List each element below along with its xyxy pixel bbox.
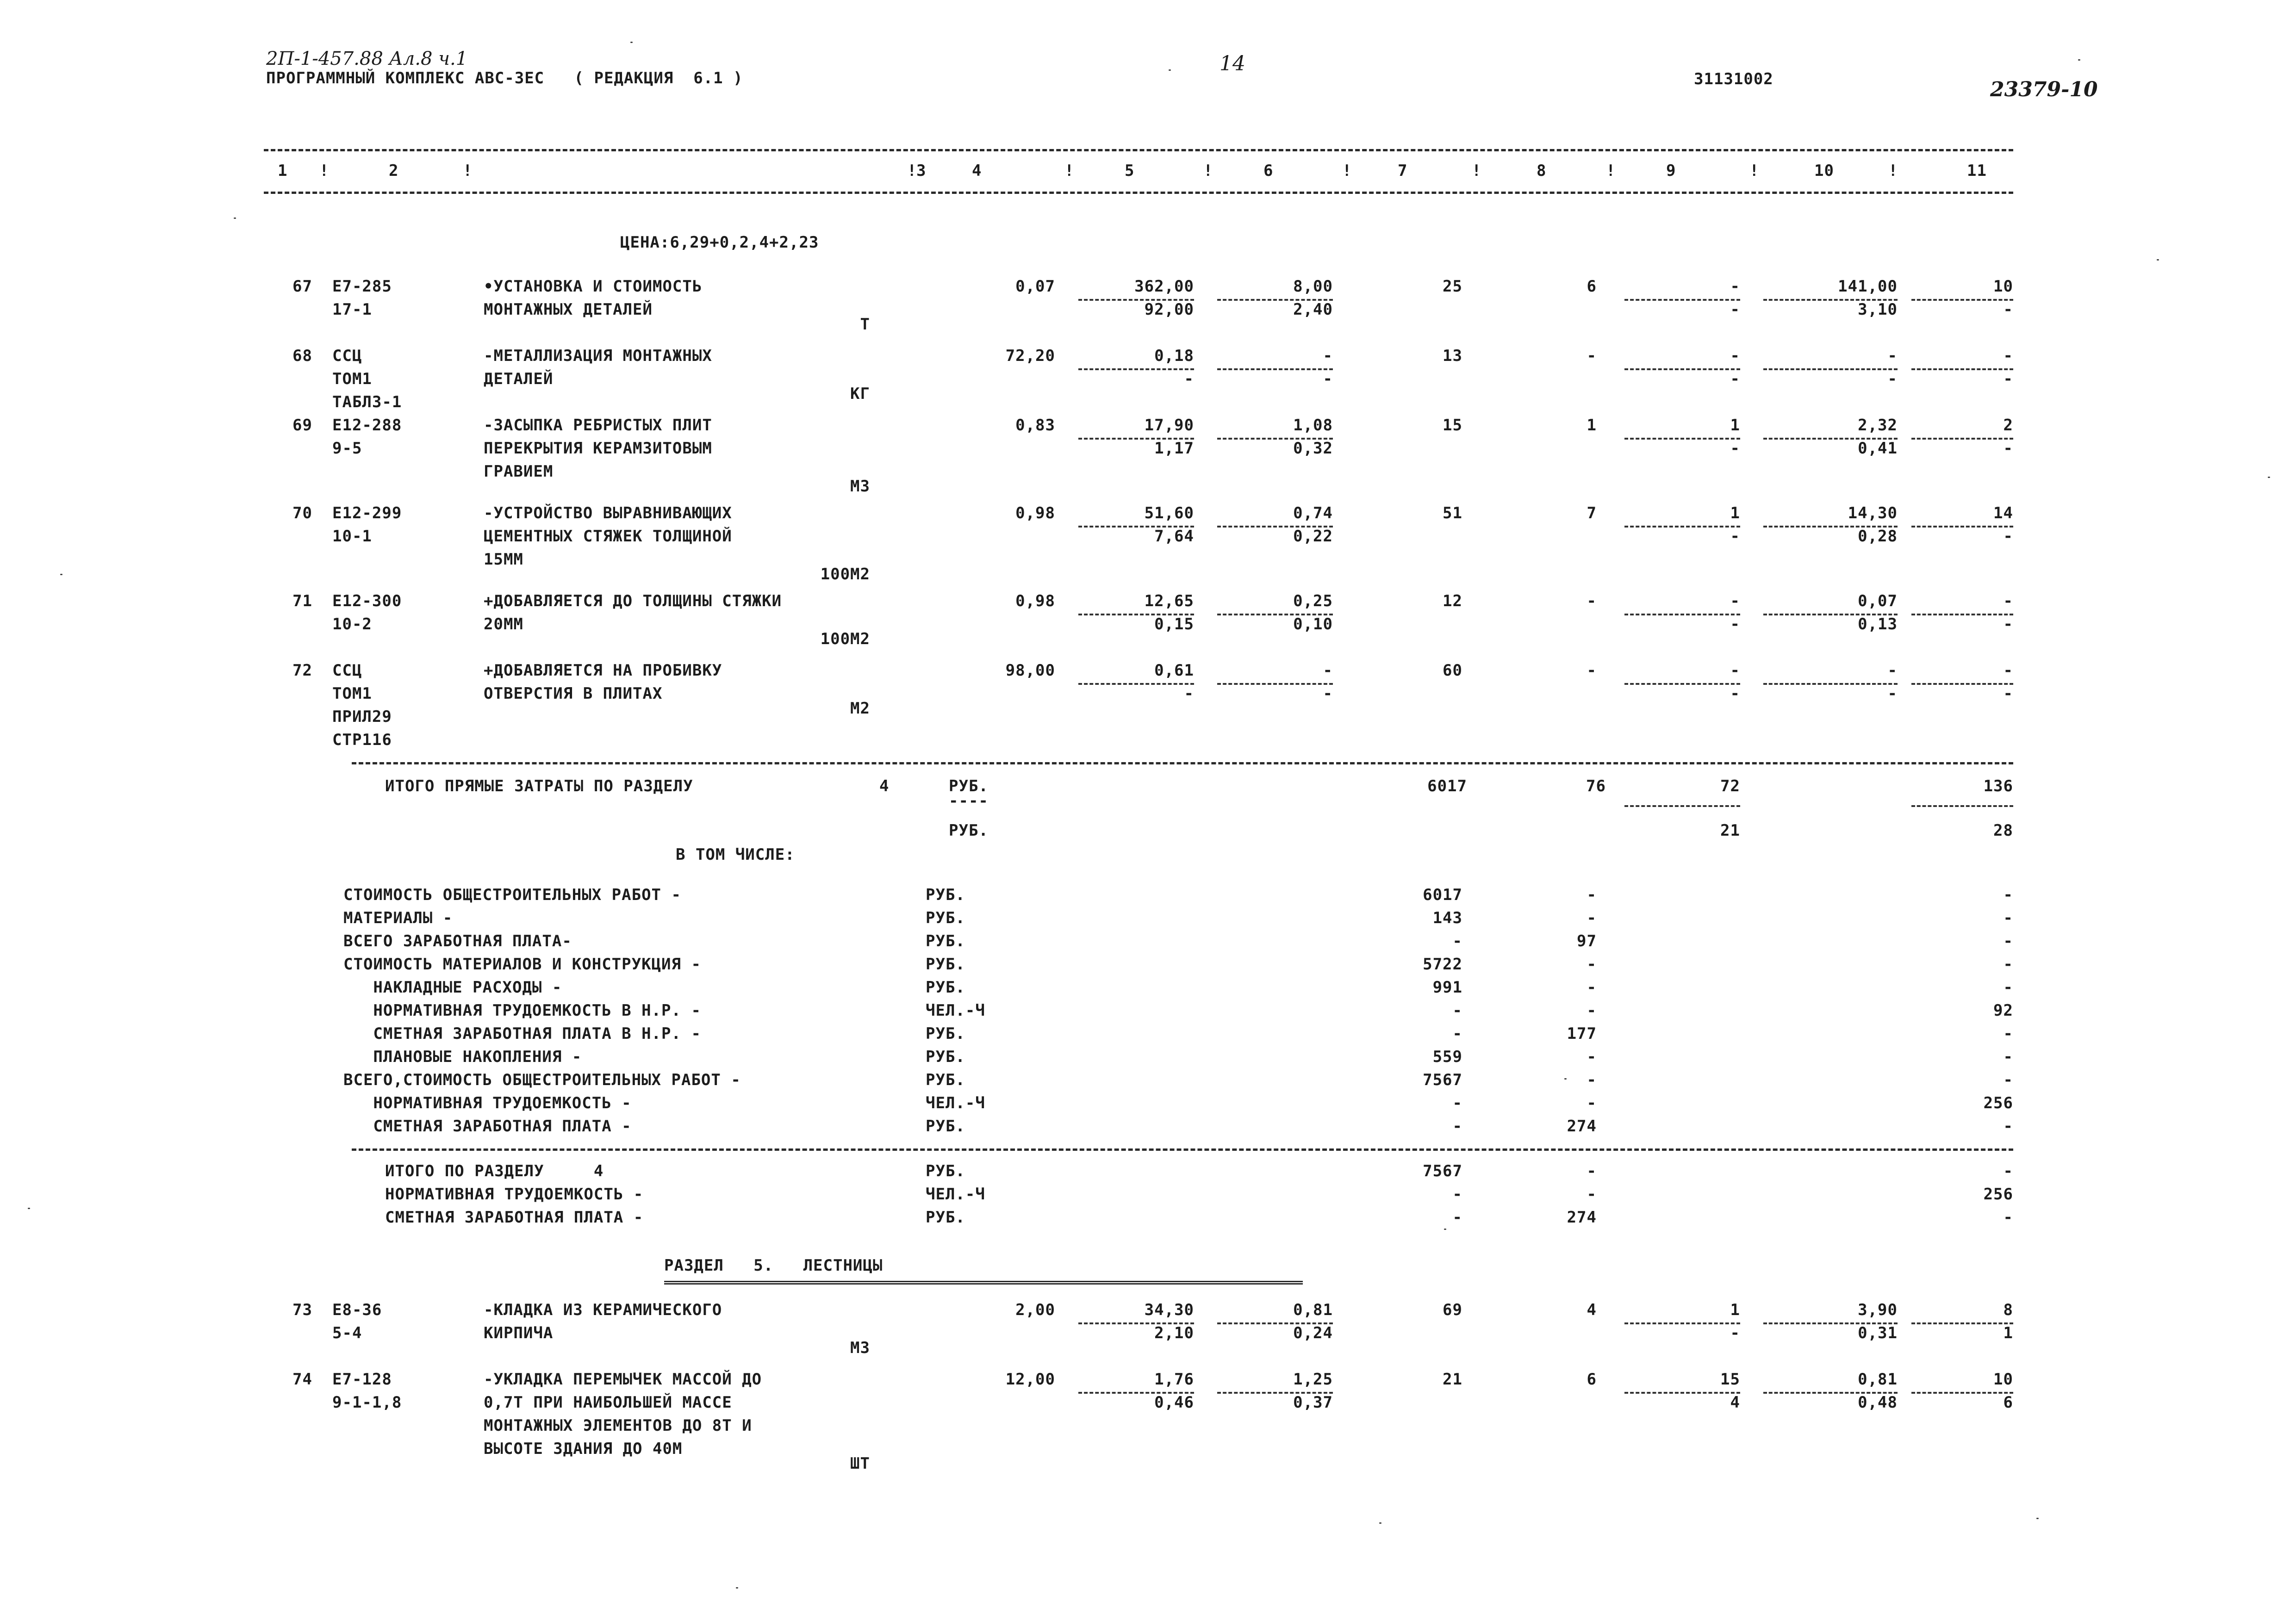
row-69-machine: 1 [1730,416,1740,434]
direct-total-dashes: ---- [949,792,989,810]
row-72-name-1: ОТВЕРСТИЯ В ПЛИТАХ [484,684,663,703]
section-total-0-cost: 7567 [1423,1162,1462,1180]
including-heading: В ТОМ ЧИСЛЕ: [676,845,795,864]
row-71-unit-price-b: 0,15 [1154,615,1194,633]
row-70-unit: 100М2 [820,565,870,583]
section-5-underline [664,1281,1303,1285]
summary-7-cost: 559 [1432,1048,1462,1066]
summary-4-wage: - [1587,978,1597,997]
section-total-0-unit: РУБ. [926,1162,965,1180]
row-68-labour-total-b: - [2003,370,2013,388]
row-67-total-wage: 6 [1587,277,1597,296]
summary-0-label: СТОИМОСТЬ ОБЩЕСТРОИТЕЛЬНЫХ РАБОТ - [343,886,681,904]
row-69-labour-total-b: - [2003,439,2013,458]
row-70-quantity: 0,98 [1015,504,1055,522]
row-71-quantity: 0,98 [1015,592,1055,610]
row-70-name-2: 15ММ [484,550,523,569]
row-73-labour-total: 8 [2003,1301,2013,1319]
summary-3-labour: - [2003,955,2013,974]
row-68-labour-total: - [2003,347,2013,365]
summary-6-label: СМЕТНАЯ ЗАРАБОТНАЯ ПЛАТА В Н.Р. - [343,1024,701,1043]
direct-total-section: 4 [879,777,890,795]
row-73-total-wage: 4 [1587,1301,1597,1319]
column-number-8: 8 [1537,161,1547,180]
row-73-labour-b: 0,31 [1858,1324,1898,1342]
row-67-unit-price: 362,00 [1134,277,1194,296]
row-67-labour-b: 3,10 [1858,300,1898,319]
row-67-labour: 141,00 [1838,277,1898,296]
section-total-0-wage: - [1587,1162,1597,1180]
page-number: 14 [1220,52,1245,75]
row-70-name-1: ЦЕМЕНТНЫХ СТЯЖЕК ТОЛЩИНОЙ [484,527,732,546]
row-68-name-1: ДЕТАЛЕЙ [484,370,554,388]
column-number-1: 1 [278,161,288,180]
row-68-labour-b: - [1887,370,1898,388]
summary-7-unit: РУБ. [926,1048,965,1066]
section-total-1-labour: 256 [1983,1185,2013,1204]
direct-total-c7: 6017 [1427,777,1467,795]
row-74-name-3: ВЫСОТЕ ЗДАНИЯ ДО 40М [484,1440,683,1458]
handwritten-archive-note: 2П-1-457.88 Ал.8 ч.1 [266,48,468,69]
column-separator: ! [1888,161,1898,180]
summary-8-wage: - [1587,1071,1597,1089]
row-74-number: 74 [292,1370,312,1389]
direct-total-c11b: 28 [1993,821,2013,840]
row-71-name-1: 20ММ [484,615,523,633]
row-69-name-2: ГРАВИЕМ [484,462,554,481]
row-67-unit-price-b: 92,00 [1144,300,1194,319]
row-67-wage-price-b: 2,40 [1293,300,1333,319]
row-74-unit-price: 1,76 [1154,1370,1194,1389]
summary-2-wage: 97 [1577,932,1597,950]
column-separator: ! [1203,161,1213,180]
column-number-9: 9 [1666,161,1676,180]
row-72-wage-price-b: - [1323,684,1333,703]
row-74-name-0: -УКЛАДКА ПЕРЕМЫЧЕК МАССОЙ ДО [484,1370,762,1389]
row-70-machine: 1 [1730,504,1740,522]
summary-6-unit: РУБ. [926,1024,965,1043]
row-69-unit-price: 17,90 [1144,416,1194,434]
summary-0-labour: - [2003,886,2013,904]
column-separator: ! [463,161,473,180]
row-70-wage-price-b: 0,22 [1293,527,1333,546]
row-73-unit-price-b: 2,10 [1154,1324,1194,1342]
row-70-labour: 14,30 [1848,504,1898,522]
column-separator: ! [1342,161,1352,180]
summary-9-wage: - [1587,1094,1597,1112]
row-69-labour-total: 2 [2003,416,2013,434]
summary-7-labour: - [2003,1048,2013,1066]
summary-5-cost: - [1452,1001,1462,1020]
summary-9-labour: 256 [1983,1094,2013,1112]
row-73-name-0: -КЛАДКА ИЗ КЕРАМИЧЕСКОГО [484,1301,722,1319]
row-71-total-cost: 12 [1443,592,1462,610]
row-71-total-wage: - [1587,592,1597,610]
row-74-name-2: МОНТАЖНЫХ ЭЛЕМЕНТОВ ДО 8Т И [484,1416,752,1435]
row-68-total-cost: 13 [1443,347,1462,365]
row-67-name-0: •УСТАНОВКА И СТОИМОСТЬ [484,277,703,296]
row-72-total-cost: 60 [1443,661,1462,680]
row-70-total-cost: 51 [1443,504,1462,522]
row-74-labour-total-b: 6 [2003,1393,2013,1412]
column-separator: ! [907,161,917,180]
section-total-2-cost: - [1452,1208,1462,1227]
row-73-machine: 1 [1730,1301,1740,1319]
row-72-code-1: ТОМ1 [332,684,372,703]
row-71-wage-price: 0,25 [1293,592,1333,610]
row-71-labour-total-b: - [2003,615,2013,633]
row-73-quantity: 2,00 [1015,1301,1055,1319]
row-73-wage-price: 0,81 [1293,1301,1333,1319]
program-title: ПРОГРАММНЫЙ КОМПЛЕКС АВС-3ЕС ( РЕДАКЦИЯ 6.1 ) [266,69,743,87]
direct-total-unit-2: РУБ. [949,821,989,840]
row-67-machine: - [1730,277,1740,296]
row-68-machine-b: - [1730,370,1740,388]
row-70-machine-b: - [1730,527,1740,546]
summary-8-cost: 7567 [1423,1071,1462,1089]
row-67-total-cost: 25 [1443,277,1462,296]
summary-6-cost: - [1452,1024,1462,1043]
row-70-unit-price-b: 7,64 [1154,527,1194,546]
row-73-unit: М3 [850,1339,870,1357]
column-separator: ! [319,161,330,180]
row-69-number: 69 [292,416,312,434]
summary-9-label: НОРМАТИВНАЯ ТРУДОЕМКОСТЬ - [343,1094,632,1112]
row-73-wage-price-b: 0,24 [1293,1324,1333,1342]
row-71-labour-b: 0,13 [1858,615,1898,633]
row-71-number: 71 [292,592,312,610]
section-total-1-wage: - [1587,1185,1597,1204]
row-69-wage-price: 1,08 [1293,416,1333,434]
summary-2-cost: - [1452,932,1462,950]
row-69-unit: М3 [850,477,870,496]
summary-1-label: МАТЕРИАЛЫ - [343,909,453,927]
summary-9-unit: ЧЕЛ.-Ч [926,1094,985,1112]
row-71-machine: - [1730,592,1740,610]
section-5-title: РАЗДЕЛ 5. ЛЕСТНИЦЫ [664,1256,883,1275]
summary-0-wage: - [1587,886,1597,904]
row-73-total-cost: 69 [1443,1301,1462,1319]
row-73-code-0: Е8-36 [332,1301,382,1319]
row-72-wage-price: - [1323,661,1333,680]
inventory-number: 23379-10 [1990,78,2098,101]
row-71-wage-price-b: 0,10 [1293,615,1333,633]
column-number-10: 10 [1814,161,1834,180]
row-68-wage-price: - [1323,347,1333,365]
summary-10-unit: РУБ. [926,1117,965,1136]
column-separator: ! [1472,161,1482,180]
column-separator: ! [1749,161,1760,180]
row-73-unit-price: 34,30 [1144,1301,1194,1319]
column-separator: ! [1064,161,1075,180]
price-formula: ЦЕНА:6,29+0,2,4+2,23 [620,233,819,252]
summary-4-cost: 991 [1432,978,1462,997]
summary-6-wage: 177 [1567,1024,1597,1043]
row-67-labour-total: 10 [1993,277,2013,296]
section-total-1-label: НОРМАТИВНАЯ ТРУДОЕМКОСТЬ - [385,1185,644,1204]
row-72-code-2: ПРИЛ29 [332,708,392,726]
row-71-name-0: +ДОБАВЛЯЕТСЯ ДО ТОЛЩИНЫ СТЯЖКИ [484,592,782,610]
row-68-wage-price-b: - [1323,370,1333,388]
row-68-machine: - [1730,347,1740,365]
row-70-name-0: -УСТРОЙСТВО ВЫРАВНИВАЮЩИХ [484,504,732,522]
row-72-machine-b: - [1730,684,1740,703]
row-71-labour: 0,07 [1858,592,1898,610]
summary-4-unit: РУБ. [926,978,965,997]
column-number-7: 7 [1398,161,1408,180]
summary-8-unit: РУБ. [926,1071,965,1089]
summary-2-label: ВСЕГО ЗАРАБОТНАЯ ПЛАТА- [343,932,572,950]
row-71-code-0: Е12-300 [332,592,402,610]
row-72-code-0: ССЦ [332,661,362,680]
row-73-name-1: КИРПИЧА [484,1324,554,1342]
summary-1-wage: - [1587,909,1597,927]
summary-1-labour: - [2003,909,2013,927]
row-72-name-0: +ДОБАВЛЯЕТСЯ НА ПРОБИВКУ [484,661,722,680]
row-69-total-cost: 15 [1443,416,1462,434]
header-rule [264,192,2013,194]
row-67-unit: Т [860,315,870,334]
row-70-code-1: 10-1 [332,527,372,546]
summary-3-cost: 5722 [1423,955,1462,974]
section-total-2-wage: 274 [1567,1208,1597,1227]
row-72-machine: - [1730,661,1740,680]
row-68-code-2: ТАБЛ3-1 [332,393,402,411]
row-67-name-1: МОНТАЖНЫХ ДЕТАЛЕЙ [484,300,653,319]
summary-3-label: СТОИМОСТЬ МАТЕРИАЛОВ И КОНСТРУКЦИЯ - [343,955,701,974]
row-74-total-wage: 6 [1587,1370,1597,1389]
section-total-2-labour: - [2003,1208,2013,1227]
row-68-quantity: 72,20 [1005,347,1055,365]
row-72-number: 72 [292,661,312,680]
summary-0-cost: 6017 [1423,886,1462,904]
row-72-labour: - [1887,661,1898,680]
row-74-labour-b: 0,48 [1858,1393,1898,1412]
row-69-labour: 2,32 [1858,416,1898,434]
summary-2-labour: - [2003,932,2013,950]
row-70-labour-b: 0,28 [1858,527,1898,546]
row-72-unit-price-b: - [1184,684,1194,703]
direct-total-c9b: 21 [1720,821,1740,840]
row-70-unit-price: 51,60 [1144,504,1194,522]
row-71-code-1: 10-2 [332,615,372,633]
row-67-number: 67 [292,277,312,296]
summary-1-unit: РУБ. [926,909,965,927]
summary-4-label: НАКЛАДНЫЕ РАСХОДЫ - [343,978,562,997]
row-67-code-1: 17-1 [332,300,372,319]
row-72-unit: М2 [850,699,870,718]
row-74-code-0: Е7-128 [332,1370,392,1389]
row-67-machine-b: - [1730,300,1740,319]
column-number-4: 4 [972,161,982,180]
column-number-6: 6 [1263,161,1274,180]
row-73-number: 73 [292,1301,312,1319]
row-68-unit: КГ [850,385,870,403]
summary-9-cost: - [1452,1094,1462,1112]
row-74-unit-price-b: 0,46 [1154,1393,1194,1412]
row-73-labour-total-b: 1 [2003,1324,2013,1342]
section-total-1-cost: - [1452,1185,1462,1204]
direct-total-c11-rule [1911,805,2013,807]
row-70-wage-price: 0,74 [1293,504,1333,522]
row-69-machine-b: - [1730,439,1740,458]
row-69-name-1: ПЕРЕКРЫТИЯ КЕРАМЗИТОВЫМ [484,439,712,458]
summary-2-unit: РУБ. [926,932,965,950]
total-rule [352,762,2013,764]
row-68-total-wage: - [1587,347,1597,365]
row-71-machine-b: - [1730,615,1740,633]
row-72-labour-b: - [1887,684,1898,703]
row-68-unit-price: 0,18 [1154,347,1194,365]
row-71-unit: 100М2 [820,630,870,648]
section-total-0-labour: - [2003,1162,2013,1180]
row-74-unit: ШТ [850,1454,870,1473]
section-total-2-unit: РУБ. [926,1208,965,1227]
section-total-1-unit: ЧЕЛ.-Ч [926,1185,985,1204]
row-74-total-cost: 21 [1443,1370,1462,1389]
summary-8-labour: - [2003,1071,2013,1089]
row-73-code-1: 5-4 [332,1324,362,1342]
section-total-2-label: СМЕТНАЯ ЗАРАБОТНАЯ ПЛАТА - [385,1208,644,1227]
row-69-labour-b: 0,41 [1858,439,1898,458]
summary-10-label: СМЕТНАЯ ЗАРАБОТНАЯ ПЛАТА - [343,1117,632,1136]
row-70-labour-total-b: - [2003,527,2013,546]
summary-10-labour: - [2003,1117,2013,1136]
direct-total-c8: 76 [1586,777,1606,795]
direct-total-c9-rule [1624,805,1740,807]
row-74-machine: 15 [1720,1370,1740,1389]
summary-7-label: ПЛАНОВЫЕ НАКОПЛЕНИЯ - [343,1048,582,1066]
row-74-wage-price-b: 0,37 [1293,1393,1333,1412]
row-67-wage-price: 8,00 [1293,277,1333,296]
row-74-quantity: 12,00 [1005,1370,1055,1389]
document-code: 31131002 [1694,70,1773,88]
column-separator: ! [1606,161,1616,180]
summary-5-labour: 92 [1993,1001,2013,1020]
direct-total-label: ИТОГО ПРЯМЫЕ ЗАТРАТЫ ПО РАЗДЕЛУ [385,777,693,795]
row-73-labour: 3,90 [1858,1301,1898,1319]
row-70-total-wage: 7 [1587,504,1597,522]
row-74-code-1: 9-1-1,8 [332,1393,402,1412]
summary-6-labour: - [2003,1024,2013,1043]
row-68-code-0: ССЦ [332,347,362,365]
row-74-labour-total: 10 [1993,1370,2013,1389]
column-number-3: 3 [916,161,927,180]
row-70-number: 70 [292,504,312,522]
row-74-labour: 0,81 [1858,1370,1898,1389]
row-72-total-wage: - [1587,661,1597,680]
column-number-2: 2 [389,161,399,180]
row-69-code-1: 9-5 [332,439,362,458]
summary-5-wage: - [1587,1001,1597,1020]
top-rule [264,149,2013,151]
direct-total-c9: 72 [1720,777,1740,795]
summary-3-unit: РУБ. [926,955,965,974]
row-68-unit-price-b: - [1184,370,1194,388]
row-70-labour-total: 14 [1993,504,2013,522]
row-74-machine-b: 4 [1730,1393,1740,1412]
row-72-labour-total: - [2003,661,2013,680]
row-69-wage-price-b: 0,32 [1293,439,1333,458]
row-67-quantity: 0,07 [1015,277,1055,296]
summary-10-wage: 274 [1567,1117,1597,1136]
row-70-code-0: Е12-299 [332,504,402,522]
summary-5-unit: ЧЕЛ.-Ч [926,1001,985,1020]
summary-3-wage: - [1587,955,1597,974]
summary-7-wage: - [1587,1048,1597,1066]
row-67-labour-total-b: - [2003,300,2013,319]
row-69-quantity: 0,83 [1015,416,1055,434]
row-71-unit-price: 12,65 [1144,592,1194,610]
row-71-labour-total: - [2003,592,2013,610]
row-72-unit-price: 0,61 [1154,661,1194,680]
direct-total-unit: РУБ. [949,777,989,795]
row-68-labour: - [1887,347,1898,365]
row-72-quantity: 98,00 [1005,661,1055,680]
row-69-code-0: Е12-288 [332,416,402,434]
summary-5-label: НОРМАТИВНАЯ ТРУДОЕМКОСТЬ В Н.Р. - [343,1001,701,1020]
row-68-name-0: -МЕТАЛЛИЗАЦИЯ МОНТАЖНЫХ [484,347,712,365]
row-67-code-0: Е7-285 [332,277,392,296]
column-number-5: 5 [1125,161,1135,180]
section-total-rule [352,1148,2013,1151]
summary-8-label: ВСЕГО,СТОИМОСТЬ ОБЩЕСТРОИТЕЛЬНЫХ РАБОТ - [343,1071,741,1089]
row-68-number: 68 [292,347,312,365]
row-69-name-0: -ЗАСЫПКА РЕБРИСТЫХ ПЛИТ [484,416,712,434]
row-69-unit-price-b: 1,17 [1154,439,1194,458]
row-72-labour-total-b: - [2003,684,2013,703]
summary-1-cost: 143 [1432,909,1462,927]
summary-10-cost: - [1452,1117,1462,1136]
row-73-machine-b: - [1730,1324,1740,1342]
row-69-total-wage: 1 [1587,416,1597,434]
row-74-name-1: 0,7Т ПРИ НАИБОЛЬШЕЙ МАССЕ [484,1393,732,1412]
row-72-code-3: СТР116 [332,731,392,749]
summary-4-labour: - [2003,978,2013,997]
row-68-code-1: ТОМ1 [332,370,372,388]
row-74-wage-price: 1,25 [1293,1370,1333,1389]
column-number-11: 11 [1967,161,1987,180]
summary-0-unit: РУБ. [926,886,965,904]
section-total-0-label: ИТОГО ПО РАЗДЕЛУ 4 [385,1162,604,1180]
direct-total-c11: 136 [1983,777,2013,795]
